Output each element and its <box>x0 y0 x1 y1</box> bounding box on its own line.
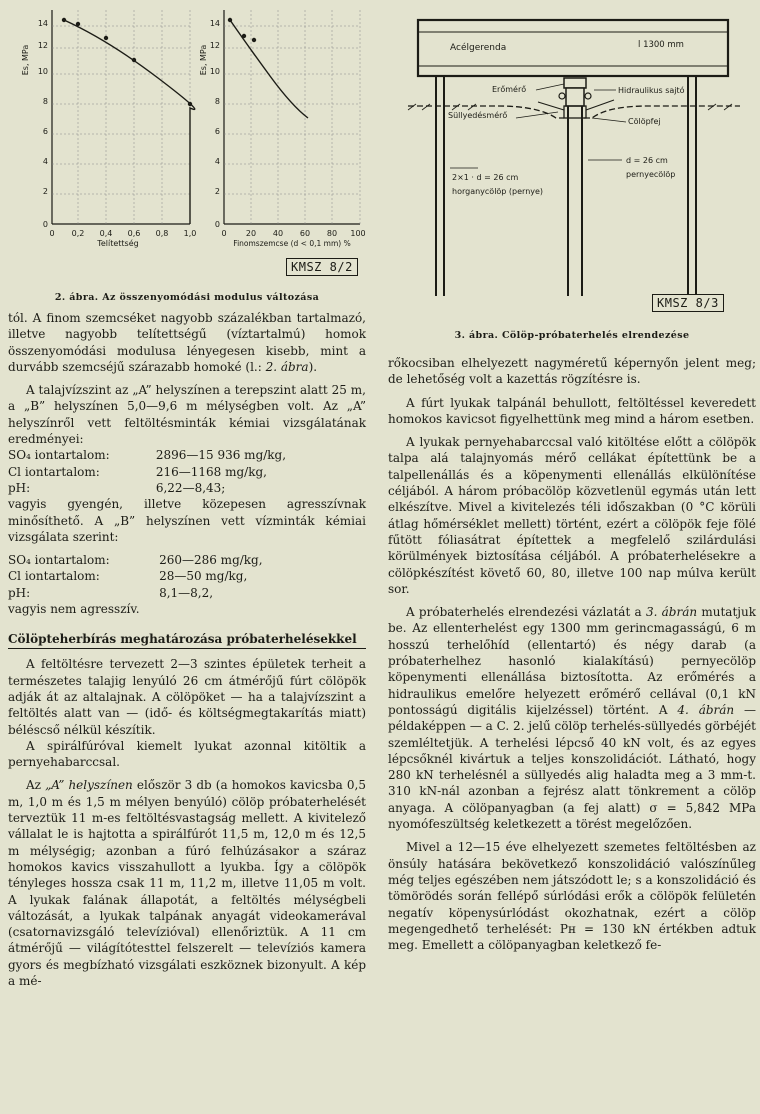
force-meter <box>564 78 586 88</box>
left-paragraph-3: vagyis gyengén, illetve közepesen agresszívnak minősíthető. A „B” helyszínen vett vízminták kémiai vizsgálata szerint: <box>8 497 366 544</box>
left-paragraph-5: A feltöltésre tervezett 2—3 szintes épületek terheit a természetes talajig lenyúló 26 cm átmérőjű fúrt cölöpök adják át az altalajnak. A cölöpöket — ha a talajvízszint a feltöltés alatt van — (idő- és költségmegtakarítás miatt) béléscső nélkül készítik. <box>8 657 366 737</box>
right-ytick: 6 <box>214 127 220 136</box>
left-xtick: 0,4 <box>99 229 113 238</box>
left-ytick: 2 <box>42 187 48 196</box>
right-xtick: 100 <box>350 229 366 238</box>
right-ytick: 2 <box>214 187 220 196</box>
left-paragraph-6: A spirálfúróval kiemelt lyukat azonnal kitöltik a pernyehabarccsal. <box>8 738 366 770</box>
beam-label: Acélgerenda <box>450 43 507 53</box>
right-xlabel: Finomszemcse (d < 0,1 mm) % <box>233 239 351 248</box>
right-paragraph-4: A próbaterhelés elrendezési vázlatát a 3. ábrán mutatjuk be. Az ellenterhelést egy 1300 mm gerincmagasságú, 6 m hosszú terhelőhíd (ellentartó) és négy darab (a próbaterhelhez hasonló kialakítású) pernyecölöp köpenymenti ellenállása biztosította. Az erőmérés a hidraulikus emelőre helyezett erőmérő cellával (0,1 kN pontosságú digitális kijelzéssel) történt. A 4. ábrán — példaképpen — a C. 2. jelű cölöp terhelés-süllyedés görbéjét szemléltetjük. A terhelési lépcső 40 kN volt, és az egyes lépcsőknél kivártuk a teljes konszolidációt. Látható, hogy 280 kN terhelésnél a süllyedés alig haladta meg a 3 mm-t. 310 kN-nál azonban a fejrész alatt tönkrement a cölöp anyaga. A cölöpanyagban (a fej alatt) σ = 5,842 MPa nyomófeszültség keletkezett a törést megelőzően. <box>388 605 756 832</box>
figure-2-caption: 2. ábra. Az összenyomódási modulus változása <box>54 292 320 303</box>
right-ylabel: Es, MPa <box>199 44 208 76</box>
force-label: Erőmérő <box>492 85 527 94</box>
left-paragraph-2: A talajvízszint az „A” helyszínen a terepszint alatt 25 m, a „B” helyszínen 5,0—9,6 m mélységben volt. Az „A” helyszínről vett feltöltésminták kémiai vizsgálatának eredményei: <box>8 383 366 447</box>
left-ytick: 0 <box>42 220 48 229</box>
left-ytick: 10 <box>37 67 48 76</box>
right-ytick: 14 <box>209 19 220 28</box>
right-column <box>388 0 756 953</box>
figure-2-stamp: KMSZ 8/2 <box>286 258 358 276</box>
chem-table-b: SO₄ iontartalom: 260—286 mg/kg, Cl iontartalom: 28—50 mg/kg, pH: 8,1—8,2, <box>8 553 263 600</box>
left-ytick: 12 <box>37 41 48 50</box>
right-ytick: 10 <box>209 67 220 76</box>
left-xtick: 0,2 <box>71 229 85 238</box>
left-plot <box>21 10 196 248</box>
left-paragraph-4: vagyis nem agresszív. <box>8 602 140 617</box>
anchor-type-label: horganycölöp (pernye) <box>452 187 544 196</box>
right-plot-curve <box>230 20 308 118</box>
chem-table-a: SO₄ iontartalom: 2896—15 936 mg/kg, Cl iontartalom: 216—1168 mg/kg, pH: 6,22—8,43; <box>8 448 287 495</box>
left-xtick: 0,8 <box>155 229 169 238</box>
right-ytick: 12 <box>209 41 220 50</box>
figure-3 <box>388 0 756 322</box>
right-xtick: 0 <box>221 229 227 238</box>
hydraulic-jack <box>566 88 584 106</box>
left-paragraph-1: tól. A finom szemcséket nagyobb százalékban tartalmazó, illetve nagyobb telítettségű (víztartalmú) homok összenyomódási modulusa lényegesen kisebb, mint a durvább szemcséjű szárazabb homoké (l.: 2. ábra). <box>8 311 366 374</box>
right-xtick: 40 <box>272 229 284 238</box>
right-ytick: 0 <box>214 220 220 229</box>
left-ylabel: Es, MPa <box>21 44 30 76</box>
figure-2-plots <box>8 0 366 262</box>
pile-spec-label: d = 26 cm <box>626 156 668 165</box>
right-paragraph-5: Mivel a 12—15 éve elhelyezett szemetes feltöltésben az önsúly hatására bekövetkező konszolidáció valószínűleg még teljes egészében nem játszódott le; s a konszolidáció és tömörödés során fellépő súrlódási erők a cölöpök felületén negatív köpenysúrlódást okozhatnak, ezért a cölöp megengedhető terhelését: Pн = 130 kN értékben adtuk meg. Emellett a cölöpanyagban keletkező fe- <box>388 840 756 953</box>
right-plot <box>199 10 366 248</box>
anchor-spec-label: 2×1 · d = 26 cm <box>452 173 519 182</box>
left-xtick: 0,6 <box>127 229 141 238</box>
left-xlabel: Telítettség <box>97 239 139 248</box>
right-ytick: 8 <box>214 97 220 106</box>
right-paragraph-3: A lyukak pernyehabarccsal való kitöltése előtt a cölöpök talpa alá talajnyomás mérő cellákat építettünk be a talpellenállás és a köpenymenti ellenállás elkülönítése céljából. A három próbacölöp közvetlenül egymás után lett elkészítve. Mivel a kivitelezés téli időszakban (0 °C körüli átlag hőmérséklet mellett) történt, ezért a cölöpök feje fölé fűtött fóliasátrat építettek a megfelelő szilárdulási körülmények biztosítása céljából. A próbaterhelésekre a cölöpkészítést követő 60, 80, illetve 100 nap múlva került sor. <box>388 435 756 596</box>
left-ytick: 4 <box>42 157 48 166</box>
left-xtick: 0 <box>49 229 55 238</box>
right-xtick: 60 <box>299 229 311 238</box>
beam-dim-label: l 1300 mm <box>638 40 684 50</box>
left-plot-curve <box>64 20 195 224</box>
pilecap-label: Cölöpfej <box>628 117 661 126</box>
right-xtick: 80 <box>326 229 338 238</box>
left-xtick: 1,0 <box>183 229 197 238</box>
right-paragraph-1: rőkocsiban elhelyezett nagyméretű képernyőn jelent meg; de lehetőség volt a kazettás rögzítésre is. <box>388 356 756 387</box>
pile-type-label: pernyecölöp <box>626 170 676 179</box>
left-column <box>8 0 366 989</box>
left-ytick: 14 <box>37 19 48 28</box>
settle-label: Süllyedésmérő <box>448 111 508 120</box>
figure-2 <box>8 0 366 290</box>
section-heading: Cölöpteherbírás meghatározása próbaterhelésekkel <box>8 631 366 649</box>
right-xtick: 20 <box>245 229 257 238</box>
jack-label: Hidraulikus sajtó <box>618 86 685 95</box>
right-ytick: 4 <box>214 157 220 166</box>
figure-3-caption: 3. ábra. Cölöp-próbaterhelés elrendezése <box>454 330 690 341</box>
figure-3-stamp: KMSZ 8/3 <box>652 294 724 312</box>
left-ytick: 8 <box>42 97 48 106</box>
figure-3-diagram <box>388 0 756 300</box>
left-paragraph-7: Az „A” helyszínen először 3 db (a homokos kavicsba 0,5 m, 1,0 m és 1,5 m mélyen benyúló) cölöp próbaterhelését terveztük 11 m-es feltöltésvastagság mellett. A kivitelező vállalat le is hajtotta a spirálfúrót 11,5 m, 12,0 m és 12,5 m mélységig; azonban a fúró felhúzásakor a száraz homokos kavics visszahullott a lyukba. Így a cölöpök tényleges hossza csak 11 m, 11,2 m, illetve 11,05 m volt. A lyukak falának állapotát, a feltöltés mélységbeli változását, a lyukak talpának anyagát videokamerával (csatornavizsgáló televízióval) ellenőriztük. A 11 cm átmérőjű — világítótesttel felszerelt — televíziós kamera gyors és megbízható vizsgálati eszköznek bizonyult. A kép a mé- <box>8 778 366 988</box>
right-paragraph-2: A fúrt lyukak talpánál behullott, feltöltéssel keveredett homokos kavicsot figyelhettünk meg mind a három esetben. <box>388 395 756 426</box>
left-ytick: 6 <box>42 127 48 136</box>
